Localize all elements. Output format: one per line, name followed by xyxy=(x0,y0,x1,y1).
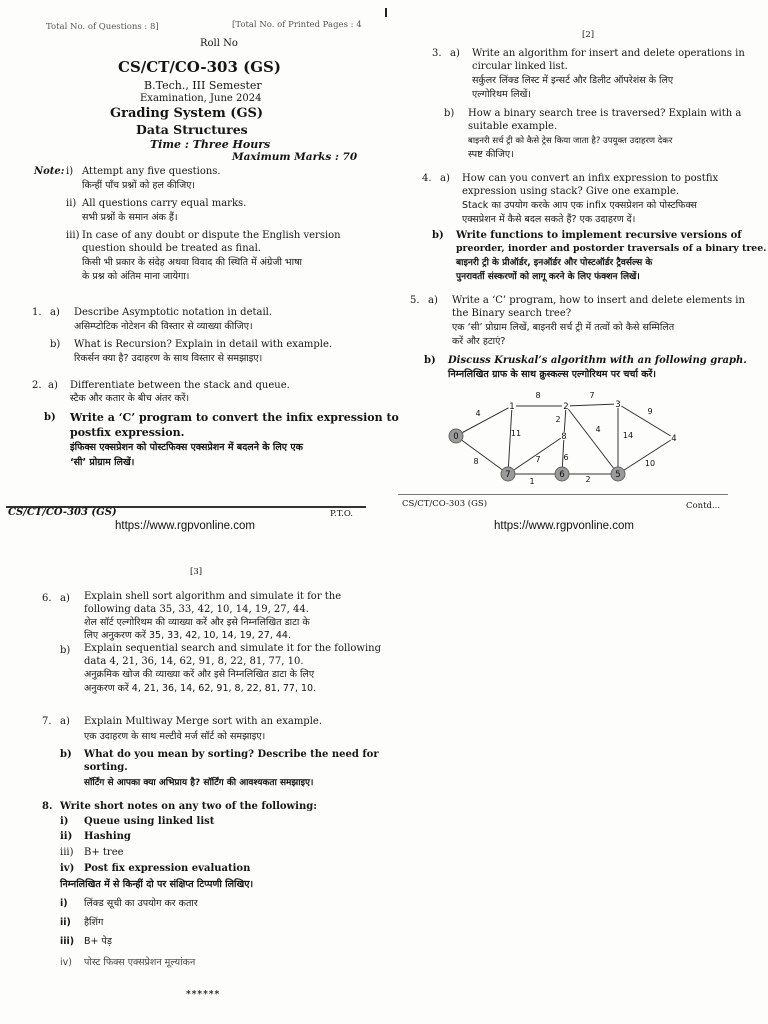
question-text: Explain Multiway Merge sort with an example. xyxy=(84,716,323,727)
total-pages: [Total No. of Printed Pages : 4 xyxy=(232,20,362,30)
part-label: a) xyxy=(60,593,70,604)
footer-paper-code: CS/CT/CO-303 (GS) xyxy=(402,499,488,509)
graph-node-label: 1 xyxy=(509,402,515,412)
question-text-hindi: स्पष्ट कीजिए। xyxy=(468,149,514,160)
question-text: preorder, inorder and postorder traversals of a binary tree. xyxy=(456,243,767,254)
question-text: Write short notes on any two of the following: xyxy=(60,801,317,812)
page-number: [2] xyxy=(582,30,595,40)
part-label: a) xyxy=(50,307,60,318)
page-number: [3] xyxy=(190,567,203,577)
list-number: i) xyxy=(60,816,69,827)
scan-mark xyxy=(385,8,387,17)
question-text-hindi: बाइनरी ट्री के प्रीऑर्डर, इनऑर्डर और पोस्टऑर्डर ट्रैवर्सल्स के xyxy=(456,258,653,268)
graph-edge-weight: 1 xyxy=(529,477,535,486)
footer-paper-code: CS/CT/CO-303 (GS) xyxy=(8,507,117,518)
list-item-hindi: हैशिंग xyxy=(84,917,104,928)
note-text: In case of any doubt or dispute the English version xyxy=(82,230,341,241)
graph-node-label: 5 xyxy=(615,470,621,480)
part-label: b) xyxy=(44,412,56,423)
note-text: Attempt any five questions. xyxy=(82,166,221,177)
part-label: b) xyxy=(60,645,71,656)
question-text: circular linked list. xyxy=(472,61,568,72)
question-text: expression using stack? Give one example. xyxy=(462,186,680,197)
list-number: iv) xyxy=(60,957,72,968)
graph-node-label: 4 xyxy=(671,434,677,444)
course: B.Tech., III Semester xyxy=(144,79,262,92)
roll-no: Roll No xyxy=(200,38,238,49)
question-text: Write functions to implement recursive versions of xyxy=(456,230,742,241)
graph-node-label: 2 xyxy=(563,402,569,412)
list-number: iii) xyxy=(60,936,75,947)
question-text-hindi: एक्सप्रेशन में कैसे बदल सकते हैं? एक उदाहरण दें। xyxy=(462,214,636,225)
question-text: What is Recursion? Explain in detail with example. xyxy=(74,339,333,350)
time: Time : Three Hours xyxy=(150,138,271,151)
question-text-hindi: पुनरावर्ती संस्करणों को लागू करने के लिए फंक्शन लिखें। xyxy=(456,272,640,282)
note-text-hindi: सभी प्रश्नों के समान अंक हैं। xyxy=(82,212,178,223)
list-number: i) xyxy=(60,898,68,909)
question-text: sorting. xyxy=(84,762,128,773)
question-text-hindi: लिए अनुकरण करें 35, 33, 42, 10, 14, 19, 27, 44. xyxy=(84,630,291,641)
graph-node-label: 6 xyxy=(559,470,565,480)
graph-edge-4-5 xyxy=(618,438,674,474)
list-number: iii) xyxy=(60,847,74,858)
question-text: Explain shell sort algorithm and simulate it for the xyxy=(84,591,342,602)
question-text-hindi: करें और हटाएं? xyxy=(452,336,506,347)
grading-system: Grading System (GS) xyxy=(110,106,264,121)
graph-edge-weight: 8 xyxy=(473,457,479,466)
question-text: How can you convert an infix expression to postfix xyxy=(462,173,719,184)
question-text-hindi: सर्कुलर लिंक्ड लिस्ट में इन्सर्ट और डिलीट ऑपरेशंस के लिए xyxy=(472,75,674,86)
question-text-hindi: बाइनरी सर्च ट्री को कैसे ट्रेस किया जाता है? उपयुक्त उदाहरण देकर xyxy=(468,136,673,146)
question-text-hindi: असिम्प्टोटिक नोटेशन की विस्तार से व्याख्या कीजिए। xyxy=(74,321,253,332)
graph-node-label: 8 xyxy=(561,432,567,442)
note-text: All questions carry equal marks. xyxy=(82,198,247,209)
graph-edge-1-7 xyxy=(508,406,512,474)
part-label: a) xyxy=(60,716,70,727)
graph-edge-weight: 6 xyxy=(563,453,569,462)
graph-edge-weight: 10 xyxy=(644,459,656,468)
part-label: a) xyxy=(440,173,450,184)
graph-edge-0-1 xyxy=(456,406,512,436)
graph-edge-weight: 2 xyxy=(555,415,561,424)
graph-edge-weight: 11 xyxy=(510,429,522,438)
kruskal-graph xyxy=(440,388,700,490)
list-item-hindi: B+ पेड़ xyxy=(84,936,112,947)
graph-edge-weight: 4 xyxy=(595,425,601,434)
list-number: ii) xyxy=(60,917,71,928)
max-marks: Maximum Marks : 70 xyxy=(232,151,358,163)
question-text: Explain sequential search and simulate it for the following xyxy=(84,643,382,654)
question-text-hindi: ‘सी’ प्रोग्राम लिखें। xyxy=(70,457,135,468)
question-number: 8. xyxy=(42,801,53,812)
question-number: 6. xyxy=(42,593,52,604)
part-label: b) xyxy=(424,355,436,366)
note-text-hindi: किसी भी प्रकार के संदेह अथवा विवाद की स्थिति में अंग्रेजी भाषा xyxy=(82,257,303,268)
question-number: 4. xyxy=(422,173,432,184)
question-text: the Binary search tree? xyxy=(452,308,572,319)
question-number: 2. xyxy=(32,380,42,391)
paper-code: CS/CT/CO-303 (GS) xyxy=(118,58,281,76)
list-item: B+ tree xyxy=(84,847,124,858)
note-text: question should be treated as final. xyxy=(82,243,261,254)
question-text: Write a ‘C’ program to convert the infix expression to xyxy=(70,411,399,424)
question-text-hindi: एक उदाहरण के साथ मल्टीवे मर्ज सॉर्ट को समझाइए। xyxy=(84,731,266,742)
question-text: Write an algorithm for insert and delete operations in xyxy=(472,48,745,59)
graph-edge-weight: 14 xyxy=(622,431,634,440)
part-label: b) xyxy=(50,339,61,350)
graph-edge-weight: 7 xyxy=(589,391,595,400)
part-label: b) xyxy=(432,230,444,241)
exam-session: Examination, June 2024 xyxy=(140,93,262,104)
question-text: suitable example. xyxy=(468,121,558,132)
list-item-hindi: पोस्ट फिक्स एक्सप्रेशन मूल्यांकन xyxy=(84,957,196,968)
question-text: Describe Asymptotic notation in detail. xyxy=(74,307,273,318)
graph-edge-weight: 9 xyxy=(647,407,653,416)
graph-node-label: 0 xyxy=(453,432,459,442)
contd: Contd... xyxy=(686,501,721,511)
note-num: iii) xyxy=(66,230,80,241)
note-num: ii) xyxy=(66,198,77,209)
note-text-hindi: के प्रश्न को अंतिम माना जायेगा। xyxy=(82,271,190,282)
graph-edge-weight: 7 xyxy=(535,455,541,464)
list-item: Queue using linked list xyxy=(84,816,215,827)
question-text: Write a ‘C’ program, how to insert and delete elements in xyxy=(452,295,745,306)
list-item-hindi: लिंक्ड सूची का उपयोग कर कतार xyxy=(84,898,198,909)
graph-node-label: 7 xyxy=(505,470,511,480)
footer-divider xyxy=(398,494,728,495)
list-item: Hashing xyxy=(84,831,131,842)
part-label: a) xyxy=(428,295,438,306)
end-marker: ****** xyxy=(186,990,221,1000)
question-text-hindi: सॉर्टिंग से आपका क्या अभिप्राय है? सॉर्टिंग की आवश्यकता समझाइए। xyxy=(84,778,314,788)
note-text-hindi: किन्हीं पाँच प्रश्नों को हल कीजिए। xyxy=(82,180,196,191)
part-label: b) xyxy=(60,749,72,760)
question-text: How a binary search tree is traversed? Explain with a xyxy=(468,108,742,119)
question-text: postfix expression. xyxy=(70,426,185,439)
question-text: Discuss Kruskal’s algorithm with an following graph. xyxy=(448,355,747,366)
question-text-hindi: निम्नलिखित में से किन्हीं दो पर संक्षिप्त टिप्पणी लिखिए। xyxy=(60,879,254,890)
subject: Data Structures xyxy=(136,122,248,137)
question-number: 5. xyxy=(410,295,420,306)
part-label: b) xyxy=(444,108,455,119)
question-number: 7. xyxy=(42,716,52,727)
graph-edge-weight: 4 xyxy=(475,409,481,418)
part-label: a) xyxy=(450,48,460,59)
graph-edge-0-7 xyxy=(456,436,508,474)
source-url: https://www.rgpvonline.com xyxy=(115,520,255,532)
graph-edge-weight: 8 xyxy=(535,391,541,400)
graph-edge-weight: 2 xyxy=(585,475,591,484)
list-number: ii) xyxy=(60,831,73,842)
question-text: Differentiate between the stack and queue. xyxy=(70,380,290,391)
question-text-hindi: एक ‘सी’ प्रोग्राम लिखें, बाइनरी सर्च ट्री में तत्वों को कैसे सम्मिलित xyxy=(452,322,675,333)
question-text: following data 35, 33, 42, 10, 14, 19, 27, 44. xyxy=(84,604,309,615)
question-text: data 4, 21, 36, 14, 62, 91, 8, 22, 81, 77, 10. xyxy=(84,656,304,667)
question-text-hindi: अनुकरण करें 4, 21, 36, 14, 62, 91, 8, 22, 81, 77, 10. xyxy=(84,683,317,694)
question-text-hindi: इंफिक्स एक्सप्रेशन को पोस्टफिक्स एक्सप्रेशन में बदलने के लिए एक xyxy=(70,442,303,453)
source-url: https://www.rgpvonline.com xyxy=(494,520,634,532)
note-num: i) xyxy=(66,166,74,177)
part-label: a) xyxy=(48,380,58,391)
question-text-hindi: निम्नलिखित ग्राफ के साथ क्रुस्कल्स एल्गोरिथम पर चर्चा करें। xyxy=(448,369,656,380)
graph-edge-2-3 xyxy=(566,404,618,406)
pto: P.T.O. xyxy=(330,509,353,519)
total-questions: Total No. of Questions : 8] xyxy=(46,22,159,32)
list-item: Post fix expression evaluation xyxy=(84,863,251,874)
question-text-hindi: रिकर्सन क्या है? उदाहरण के साथ विस्तार से समझाइए। xyxy=(74,353,263,364)
question-text-hindi: Stack का उपयोग करके आप एक infix एक्सप्रेशन को पोस्टफिक्स xyxy=(462,200,697,211)
question-text-hindi: अनुक्रमिक खोज की व्याख्या करें और इसे निम्नलिखित डाटा के लिए xyxy=(84,669,315,680)
question-number: 3. xyxy=(432,48,442,59)
note-label: Note: xyxy=(34,166,65,177)
question-text-hindi: शेल सॉर्ट एल्गोरिथम की व्याख्या करें और इसे निम्नलिखित डाटा के xyxy=(84,617,310,628)
question-text: What do you mean by sorting? Describe the need for xyxy=(84,749,379,760)
question-text-hindi: स्टैक और कतार के बीच अंतर करें। xyxy=(70,393,190,404)
question-number: 1. xyxy=(32,307,42,318)
graph-node-label: 3 xyxy=(615,400,621,410)
graph-edge-2-5 xyxy=(566,406,618,474)
list-number: iv) xyxy=(60,863,75,874)
question-text-hindi: एल्गोरिथम लिखें। xyxy=(472,89,531,100)
